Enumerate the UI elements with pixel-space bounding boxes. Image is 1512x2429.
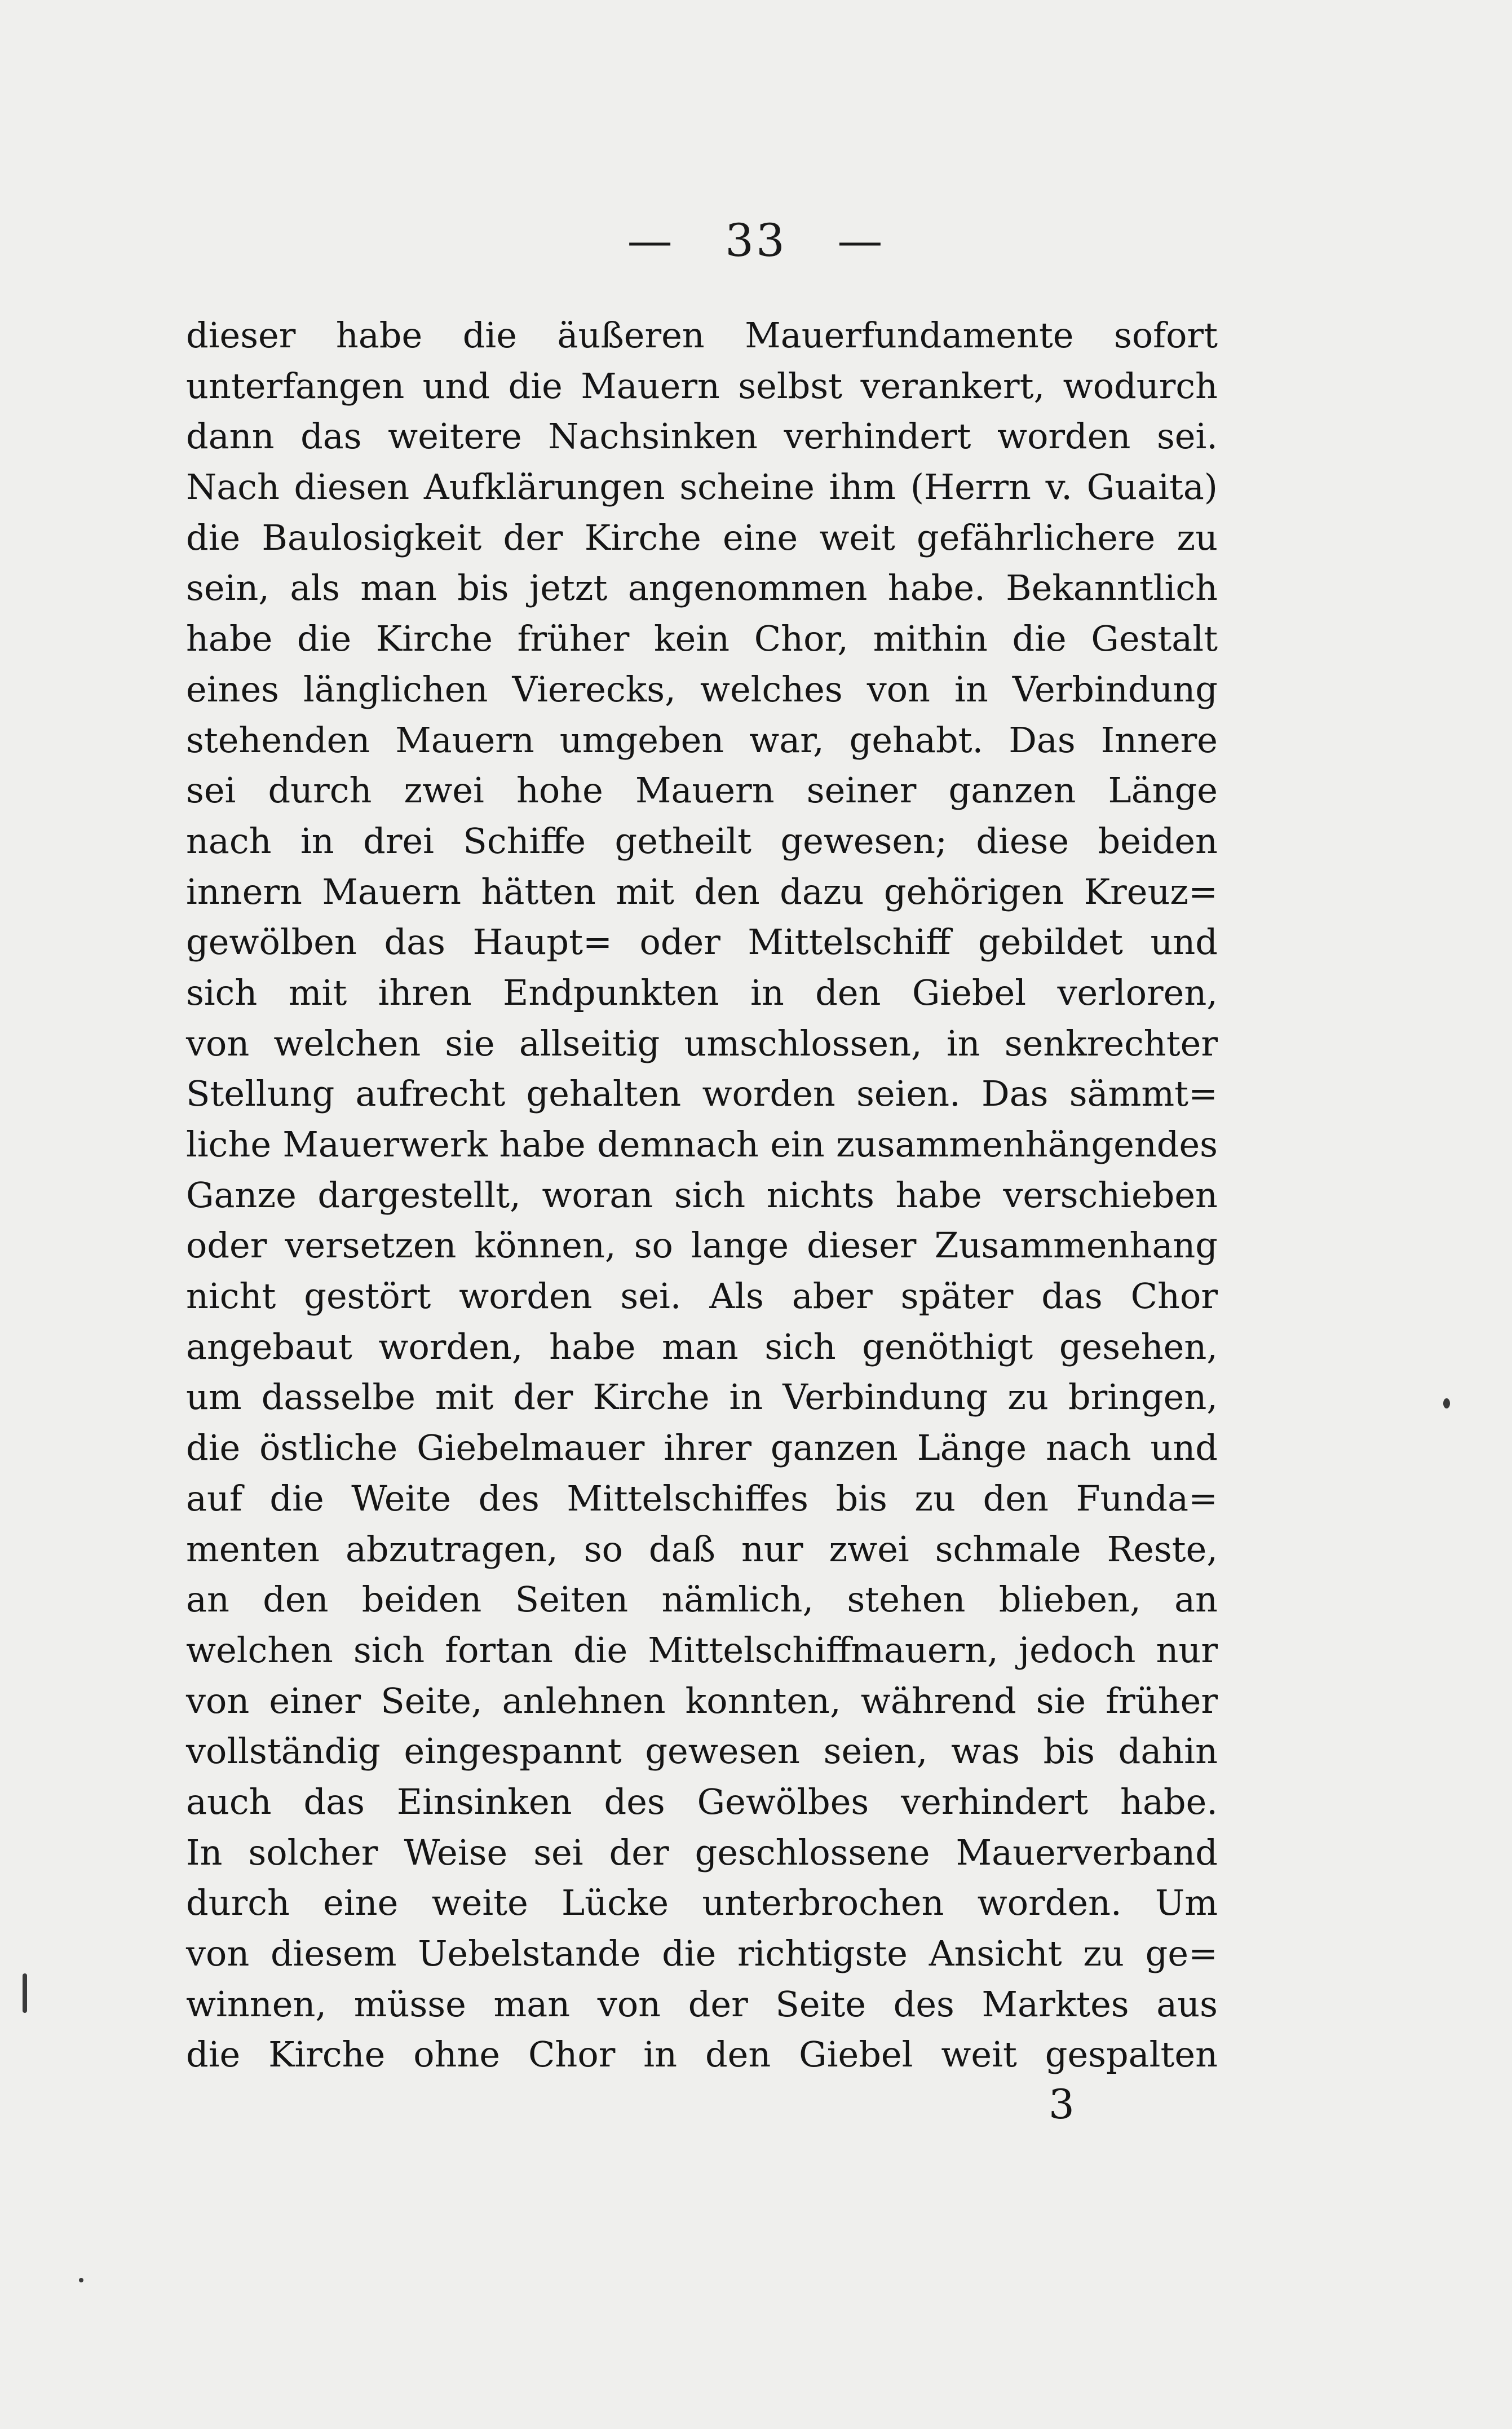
text-line: an den beiden Seiten nämlich, stehen blieben, an bbox=[186, 1579, 1218, 1620]
text-line: durch eine weite Lücke unterbrochen worden. Um bbox=[186, 1882, 1218, 1924]
text-line: winnen, müsse man von der Seite des Marktes aus bbox=[186, 1983, 1218, 2025]
text-line: nach in drei Schiffe getheilt gewesen; diese beiden bbox=[186, 820, 1218, 862]
text-line: unterfangen und die Mauern selbst verankert, wodurch bbox=[186, 365, 1218, 407]
text-line: die Baulosigkeit der Kirche eine weit gefährlichere zu bbox=[186, 516, 1218, 558]
text-line: sich mit ihren Endpunkten in den Giebel verloren, bbox=[186, 971, 1218, 1013]
text-line: In solcher Weise sei der geschlossene Mauerverband bbox=[186, 1831, 1218, 1873]
signature-mark: 3 bbox=[1049, 2081, 1075, 2128]
text-line: welchen sich fortan die Mittelschiffmauern, jedoch nur bbox=[186, 1629, 1218, 1671]
paper-speck bbox=[23, 1973, 27, 2013]
text-line: habe die Kirche früher kein Chor, mithin die Gestalt bbox=[186, 618, 1218, 660]
text-line: auf die Weite des Mittelschiffes bis zu den Funda= bbox=[186, 1477, 1218, 1519]
text-line: menten abzutragen, so daß nur zwei schmale Reste, bbox=[186, 1528, 1218, 1570]
header-dash-left: — bbox=[627, 214, 675, 267]
text-line: Stellung aufrecht gehalten worden seien. Das sämmt= bbox=[186, 1073, 1218, 1115]
paper-speck bbox=[1443, 1398, 1450, 1408]
text-line: Ganze dargestellt, woran sich nichts habe verschieben bbox=[186, 1174, 1218, 1216]
text-line: stehenden Mauern umgeben war, gehabt. Das Innere bbox=[186, 719, 1218, 761]
text-line: auch das Einsinken des Gewölbes verhindert habe. bbox=[186, 1781, 1218, 1822]
text-line: vollständig eingespannt gewesen seien, was bis dahin bbox=[186, 1730, 1218, 1772]
text-line: dieser habe die äußeren Mauerfundamente sofort bbox=[186, 315, 1218, 356]
page-header bbox=[0, 214, 1512, 267]
text-line: nicht gestört worden sei. Als aber später das Chor bbox=[186, 1275, 1218, 1317]
text-line: innern Mauern hätten mit den dazu gehörigen Kreuz= bbox=[186, 871, 1218, 912]
text-line: von einer Seite, anlehnen konnten, während sie früher bbox=[186, 1680, 1218, 1721]
text-line: oder versetzen können, so lange dieser Zusammenhang bbox=[186, 1225, 1218, 1266]
text-line: die Kirche ohne Chor in den Giebel weit gespalten bbox=[186, 2034, 1218, 2075]
text-line: angebaut worden, habe man sich genöthigt gesehen, bbox=[186, 1326, 1218, 1367]
page-number: 33 bbox=[725, 214, 787, 267]
text-line: sein, als man bis jetzt angenommen habe. Bekanntlich bbox=[186, 567, 1218, 609]
header-dash-right: — bbox=[837, 214, 885, 267]
text-line: von welchen sie allseitig umschlossen, in senkrechter bbox=[186, 1022, 1218, 1064]
text-line: dann das weitere Nachsinken verhindert worden sei. bbox=[186, 416, 1218, 457]
paper-speck bbox=[79, 2278, 83, 2282]
text-line: eines länglichen Vierecks, welches von in Verbindung bbox=[186, 668, 1218, 710]
body-text bbox=[186, 310, 1218, 2080]
text-line: die östliche Giebelmauer ihrer ganzen Länge nach und bbox=[186, 1427, 1218, 1469]
text-line: gewölben das Haupt= oder Mittelschiff gebildet und bbox=[186, 921, 1218, 963]
text-line: um dasselbe mit der Kirche in Verbindung zu bringen, bbox=[186, 1376, 1218, 1418]
text-line: liche Mauerwerk habe demnach ein zusammenhängendes bbox=[186, 1124, 1218, 1165]
text-line: sei durch zwei hohe Mauern seiner ganzen Länge bbox=[186, 770, 1218, 811]
text-line: Nach diesen Aufklärungen scheine ihm (Herrn v. Guaita) bbox=[186, 466, 1218, 508]
text-line: von diesem Uebelstande die richtigste Ansicht zu ge= bbox=[186, 1933, 1218, 1974]
